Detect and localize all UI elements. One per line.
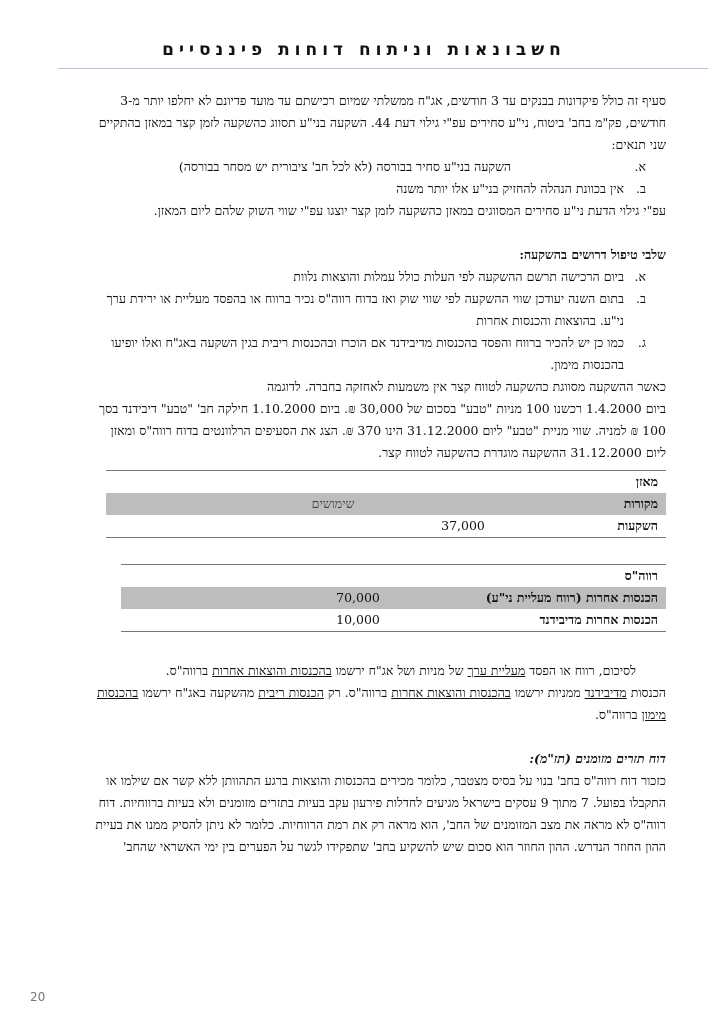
step-b-marker: ב.: [636, 291, 646, 306]
balance-table: [106, 470, 666, 538]
summary-line-3: מימון ברווה"ס.: [594, 707, 666, 722]
cashflow-line-1: כזכור דוח רווה"ס בחב' בנוי על בסיס מצטבר, כלומר מכירים בהכנסות והוצאות ברגע התהוותן ללא קשר אם שילמו או: [106, 773, 666, 788]
pnl-title: רווה"ס: [624, 568, 658, 583]
step-c-marker: ג.: [637, 335, 646, 350]
summary-line-2: הכנסות מדיבידנד ממניות ירשמו בהכנסות והוצאות אחרות ברווה"ס. רק הכנסות ריבית מהשקעה באג"ח ירשמו בהכנסות: [96, 685, 666, 700]
condition-b: [66, 178, 666, 200]
example-line-2: ביום 1.4.2000 רכשנו 100 מניות "טבע" בסכום של 30,000 ₪. ביום 1.10.2000 חילקה חב' "טבע" דיבידנד בסך: [98, 401, 666, 416]
step-b-text-1: בתום השנה יעודכן שווי ההשקעה לפי שווי שוק ואז בדוח רווה"ס נכיר ברווח או בהפסד מעליית או ירידת ערך: [106, 291, 624, 306]
pnl-row-2-label: הכנסות אחרות מדיבידנד: [539, 612, 658, 627]
document-body: [66, 90, 666, 858]
step-a-marker: א.: [634, 269, 646, 284]
page-header-title: חשבונאות וניתוח דוחות פיננסיים: [162, 40, 566, 60]
step-a: [66, 266, 666, 288]
cashflow-line-2: התקבלו בפועל. 7 מתוך 9 עסקים בישראל מגיעים לחדלות פירעון עקב בעיות בתזרים מזומנים ולא בעיות ברווחיות. דוח: [98, 795, 666, 810]
intro-line-4: עפ"י גילוי הדעת ני"ע סחירים המסווגים במאזן כהשקעה לזמן קצר יוצגו עפ"י שווי השוק שלהם ליום המאזן.: [153, 203, 666, 218]
condition-a-marker: א.: [634, 159, 646, 174]
condition-b-marker: ב.: [636, 181, 646, 196]
example-line-3: 100 ₪ למניה. שווי מניית "טבע" ליום 31.12.2000 הינו 370 ₪. הצג את הסעיפים הרלוונטים בדוח רווה"ס ומאזן: [110, 423, 666, 438]
summary-line-1: לסיכום, רווח או הפסד מעליית ערך של מניות ושל אג"ח ירשמו בהכנסות והוצאות אחרות ברווה"ס.: [165, 663, 636, 678]
step-c: [66, 332, 666, 354]
intro-line-2: חודשים, פק"מ בחב' ביטוח, ני"ע סחירים עפ"י גילוי דעת 44. השקעה בני"ע תסווג כהשקעה לזמן קצר במאזן בהתקיים: [98, 115, 666, 130]
balance-row-label: השקעות: [617, 518, 658, 533]
intro-line-1: סעיף זה כולל פיקדונות בבנקים עד 3 חודשים, אג"ח ממשלתי שמיום רכישתם עד מועד פדיונם לא יחלפו יותר מ-3: [120, 93, 666, 108]
step-c-text-2: בהכנסות מימון.: [550, 357, 624, 372]
page-number: 20: [30, 990, 46, 1004]
pnl-row-1-label: הכנסות אחרות (רווח מעליית ני"ע): [485, 590, 658, 605]
balance-title: מאזן: [635, 474, 658, 489]
step-b: [66, 288, 666, 310]
pnl-row-2: [121, 609, 666, 631]
condition-b-text: אין בכוונת הנהלה להחזיק בני"ע אלו יותר משנה: [396, 181, 624, 196]
cashflow-line-3: רווה"ס לא מראה את מצב המזומנים של החב', הוא מראה רק את רמת הרווחיות. כלומר לא ניתן להסיק ממנו את בעיית: [95, 817, 666, 832]
pnl-table: [121, 564, 666, 632]
intro-line-3: שני תנאים:: [611, 137, 666, 152]
steps-heading: שלבי טיפול דרושים בהשקעה:: [519, 247, 666, 262]
cashflow-heading: דוח תזרים מזומנים (תז"מ):: [529, 751, 666, 766]
example-line-1: כאשר ההשקעה מסווגת כהשקעה לטווח קצר אין משמעות לאחזקה בחברה. לדוגמה: [266, 379, 666, 394]
step-b-text-2: ני"ע. בהוצאות והכנסות אחרות: [476, 313, 624, 328]
header-rule: [58, 68, 708, 69]
step-a-text: ביום הרכישה תרשם ההשקעה לפי העלות כולל עמלות והוצאות נלוות: [293, 269, 624, 284]
balance-row-investments: [106, 515, 666, 537]
balance-row-value: 37,000: [441, 518, 485, 533]
pnl-row-2-value: 10,000: [336, 612, 380, 627]
condition-a: [66, 156, 666, 178]
pnl-row-1: [121, 587, 666, 609]
balance-col-sources: מקורות: [623, 496, 658, 511]
balance-header-row: [106, 493, 666, 515]
cashflow-line-4: ההון החוזר הנדרש. ההון החוזר הוא סכום שיש להשקיע בחב' שתפקידו לגשר על הפערים בין ימי האשראי שהחב': [123, 839, 666, 854]
pnl-row-1-value: 70,000: [336, 590, 380, 605]
example-line-4: ליום 31.12.2000 ההשקעה מוגדרת כהשקעה לטווח קצר.: [378, 445, 666, 460]
balance-col-uses: שימושים: [311, 496, 355, 511]
step-c-text-1: כמו כן יש להכיר ברווח והפסד בהכנסות מדיבידנד אם הוכרז ובהכנסות ריבית בגין השקעה באג"ח ואלו יופיעו: [111, 335, 624, 350]
condition-a-text: השקעה בני"ע סחיר בבורסה (לא לכל חב' ציבורית יש מסחר בבורסה): [178, 159, 512, 174]
